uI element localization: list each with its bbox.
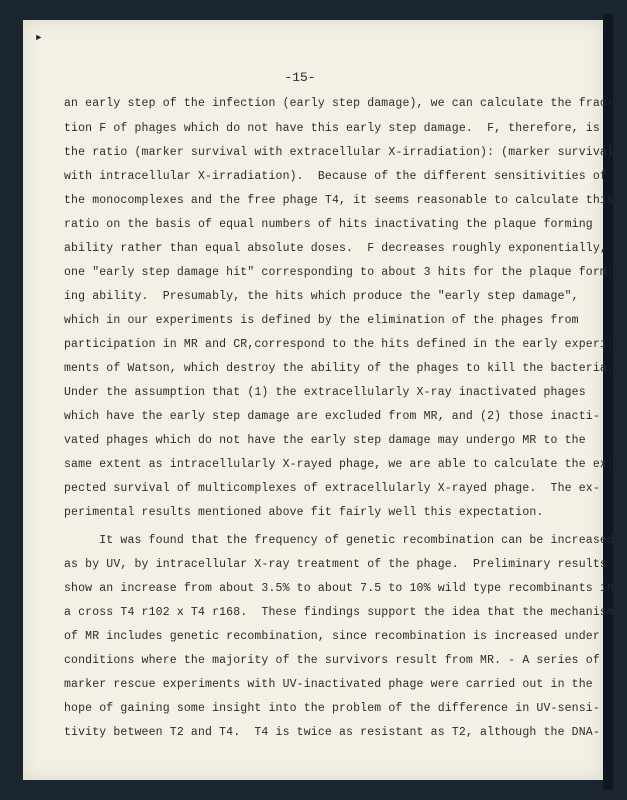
text-line: an early step of the infection (early step damage), we can calculate the frac-: [64, 97, 614, 110]
text-line: marker rescue experiments with UV-inactivated phage were carried out in the: [64, 678, 593, 691]
text-line: one "early step damage hit" corresponding to about 3 hits for the plaque form-: [64, 266, 614, 279]
text-line: the ratio (marker survival with extracellular X-irradiation): (marker survival: [64, 146, 614, 159]
text-line: vated phages which do not have the early step damage may undergo MR to the: [64, 434, 586, 447]
text-line: which have the early step damage are excluded from MR, and (2) those inacti-: [64, 410, 600, 423]
text-line: pected survival of multicomplexes of extracellularly X-rayed phage. The ex-: [64, 482, 600, 495]
text-line: the monocomplexes and the free phage T4, it seems reasonable to calculate this: [64, 194, 614, 207]
text-line: tion F of phages which do not have this early step damage. F, therefore, is: [64, 122, 600, 135]
text-line: a cross T4 r102 x T4 r168. These findings support the idea that the mechanism: [64, 606, 614, 619]
text-line: same extent as intracellularly X-rayed phage, we are able to calculate the ex-: [64, 458, 614, 471]
text-line: ments of Watson, which destroy the ability of the phages to kill the bacteria.: [64, 362, 614, 375]
text-line: hope of gaining some insight into the problem of the difference in UV-sensi-: [64, 702, 600, 715]
text-line: participation in MR and CR,correspond to the hits defined in the early experi-: [64, 338, 614, 351]
binder-edge: [603, 14, 613, 790]
text-line: perimental results mentioned above fit fairly well this expectation.: [64, 506, 544, 519]
text-line: Under the assumption that (1) the extracellularly X-ray inactivated phages: [64, 386, 586, 399]
text-line: It was found that the frequency of genetic recombination can be increased: [64, 534, 614, 547]
text-line: ability rather than equal absolute doses. F decreases roughly exponentially,: [64, 242, 607, 255]
page-number: -15-: [284, 70, 316, 85]
text-line: show an increase from about 3.5% to about 7.5 to 10% wild type recombinants in: [64, 582, 614, 595]
text-line: tivity between T2 and T4. T4 is twice as resistant as T2, although the DNA-: [64, 726, 600, 739]
text-line: ratio on the basis of equal numbers of hits inactivating the plaque forming: [64, 218, 593, 231]
text-line: ing ability. Presumably, the hits which produce the "early step damage",: [64, 290, 579, 303]
text-line: of MR includes genetic recombination, since recombination is increased under: [64, 630, 600, 643]
text-line: which in our experiments is defined by the elimination of the phages from: [64, 314, 579, 327]
text-line: as by UV, by intracellular X-ray treatment of the phage. Preliminary results: [64, 558, 607, 571]
text-line: with intracellular X-irradiation). Because of the different sensitivities of: [64, 170, 607, 183]
text-line: conditions where the majority of the survivors result from MR. - A series of: [64, 654, 600, 667]
bullet-mark-icon: ►: [36, 33, 42, 43]
